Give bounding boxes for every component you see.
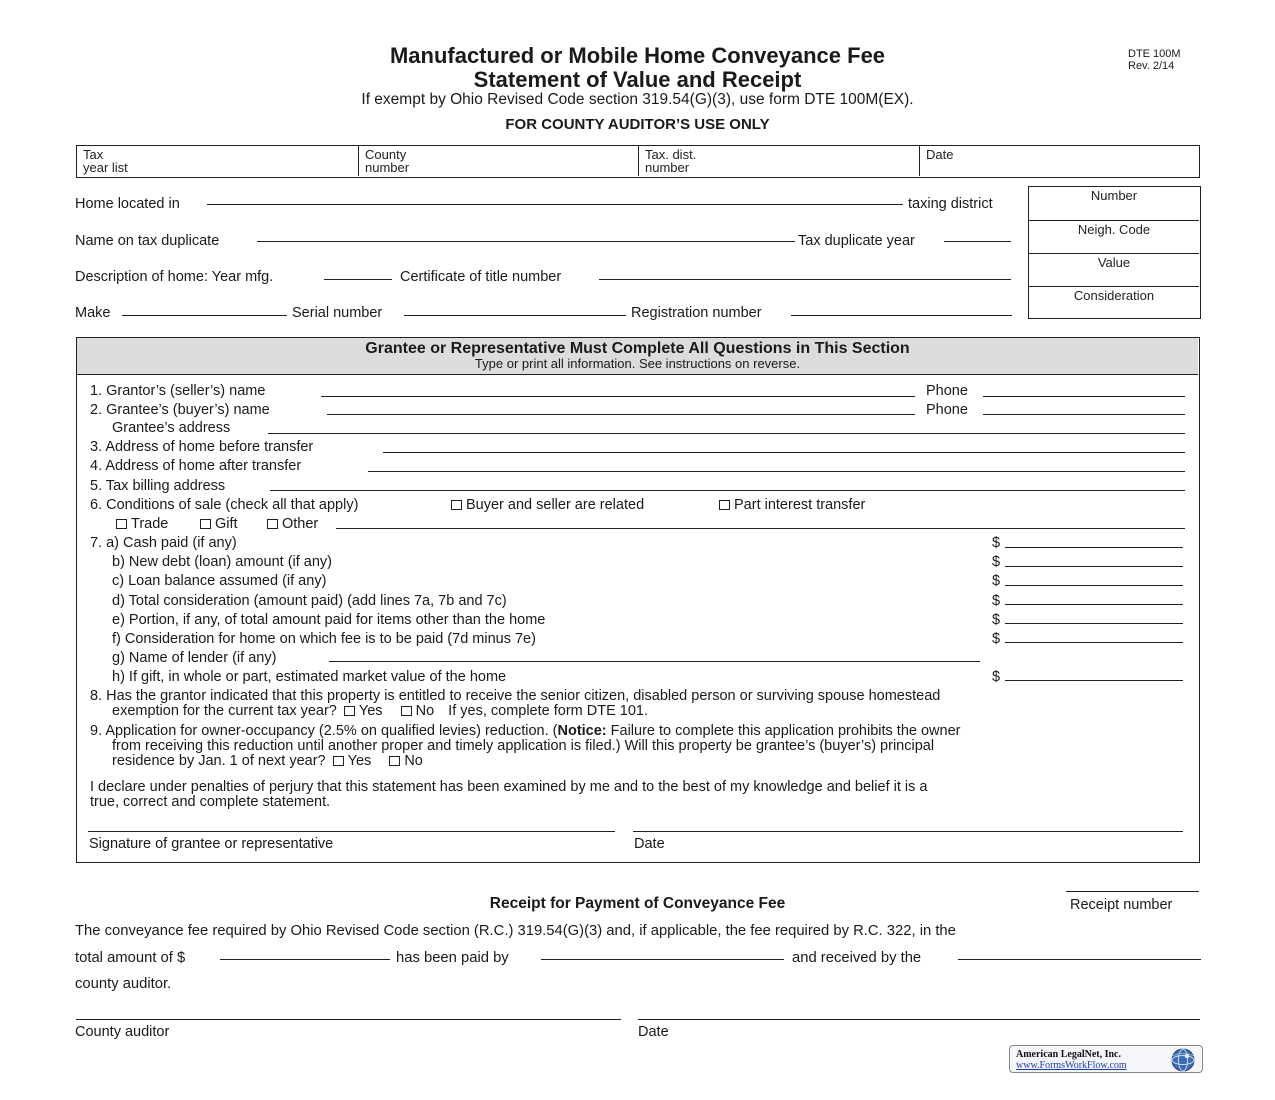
q6-other-checkbox[interactable] bbox=[267, 519, 278, 529]
q7a-label: 7. a) Cash paid (if any) bbox=[90, 535, 237, 551]
q6-trade-text: Trade bbox=[131, 516, 169, 532]
receipt-paid-by-field[interactable] bbox=[541, 959, 784, 960]
q8-no-checkbox[interactable] bbox=[401, 706, 412, 716]
q6-gift-text: Gift bbox=[215, 516, 238, 532]
signature-date-field[interactable] bbox=[633, 831, 1183, 832]
q7c-dollar: $ bbox=[992, 573, 1001, 589]
grantee-address-label: Grantee’s address bbox=[112, 420, 231, 436]
side-box-neigh-code[interactable] bbox=[1029, 221, 1199, 254]
auditor-cell-county-number[interactable] bbox=[359, 146, 639, 176]
receipt-date-label: Date bbox=[638, 1024, 669, 1040]
q7b-label: b) New debt (loan) amount (if any) bbox=[112, 554, 333, 570]
q9-line1 bbox=[90, 723, 960, 739]
q7g-label: g) Name of lender (if any) bbox=[112, 650, 277, 666]
receipt-received-by-label: and received by the bbox=[792, 950, 922, 966]
auditor-cell-label: number bbox=[645, 160, 690, 175]
receipt-heading: Receipt for Payment of Conveyance Fee bbox=[489, 895, 786, 912]
registration-label: Registration number bbox=[631, 305, 762, 321]
receipt-received-by-field[interactable] bbox=[958, 959, 1201, 960]
q7c-field[interactable] bbox=[1005, 585, 1183, 586]
q9-no-text: No bbox=[404, 753, 423, 769]
form-title-line1: Manufactured or Mobile Home Conveyance Fee bbox=[389, 43, 886, 68]
q7h-label: h) If gift, in whole or part, estimated market value of the home bbox=[112, 669, 507, 685]
q9-line3 bbox=[112, 753, 423, 769]
receipt-number-label: Receipt number bbox=[1070, 897, 1173, 913]
q8-no-text: No bbox=[415, 703, 435, 719]
side-box-label: Value bbox=[1097, 255, 1131, 270]
q6-part-checkbox[interactable] bbox=[719, 500, 730, 510]
q7f-field[interactable] bbox=[1005, 642, 1183, 643]
auditor-cell-tax-dist[interactable] bbox=[639, 146, 920, 176]
auditor-table bbox=[76, 145, 1200, 178]
auditor-cell-label: number bbox=[365, 160, 410, 175]
side-box bbox=[1028, 186, 1201, 319]
q1-phone-label: Phone bbox=[926, 383, 968, 399]
q8-line1: 8. Has the grantor indicated that this property is entitled to receive the senior citizen, disabled person or surviving spouse homestead bbox=[90, 688, 941, 704]
taxing-district-label: taxing district bbox=[908, 196, 993, 212]
auditor-cell-date[interactable] bbox=[920, 146, 1198, 176]
q9-notice: Notice: bbox=[557, 723, 607, 739]
q1-grantor-label: 1. Grantor’s (seller’s) name bbox=[90, 383, 266, 399]
q6-gift-option[interactable] bbox=[200, 516, 238, 532]
q3-label: 3. Address of home before transfer bbox=[90, 439, 314, 455]
receipt-total-field[interactable] bbox=[220, 959, 390, 960]
q9-line1-a: 9. Application for owner-occupancy (2.5% on qualified levies) reduction. ( bbox=[90, 723, 558, 739]
receipt-total-label: total amount of $ bbox=[75, 950, 186, 966]
q6-part-option[interactable] bbox=[719, 497, 865, 513]
county-auditor-label: County auditor bbox=[75, 1024, 170, 1040]
q8-tail: If yes, complete form DTE 101. bbox=[448, 703, 649, 719]
q7d-label: d) Total consideration (amount paid) (add lines 7a, 7b and 7c) bbox=[112, 593, 507, 609]
q8-question: exemption for the current tax year? bbox=[112, 703, 337, 719]
q9-line2: from receiving this reduction until another proper and timely application is filed.) Will this property be grantee’s (buyer’s) principal bbox=[112, 738, 935, 754]
q7f-dollar: $ bbox=[992, 631, 1001, 647]
q6-trade-option[interactable] bbox=[116, 516, 168, 532]
auditor-cell-tax-year[interactable] bbox=[77, 146, 359, 176]
name-tax-dup-field[interactable] bbox=[257, 241, 795, 242]
receipt-county-auditor-text: county auditor. bbox=[75, 976, 172, 992]
form-title-line2: Statement of Value and Receipt bbox=[473, 67, 802, 92]
q7c-label: c) Loan balance assumed (if any) bbox=[112, 573, 327, 589]
q6-label: 6. Conditions of sale (check all that apply) bbox=[90, 497, 359, 513]
declaration-line1: I declare under penalties of perjury that this statement has been examined by me and to the best of my knowledge and belief it is a bbox=[90, 779, 928, 795]
q7a-field[interactable] bbox=[1005, 547, 1183, 548]
q7e-label: e) Portion, if any, of total amount paid for items other than the home bbox=[112, 612, 546, 628]
q7a-dollar: $ bbox=[992, 535, 1001, 551]
home-located-label: Home located in bbox=[75, 196, 180, 212]
registration-field[interactable] bbox=[791, 315, 1012, 316]
q7h-field[interactable] bbox=[1005, 680, 1183, 681]
logo-company: American LegalNet, Inc. bbox=[1016, 1049, 1121, 1060]
q6-related-option[interactable] bbox=[451, 497, 644, 513]
side-box-value[interactable] bbox=[1029, 254, 1199, 287]
grantee-section-subheading: Type or print all information. See instructions on reverse. bbox=[474, 356, 801, 371]
q6-part-text: Part interest transfer bbox=[734, 497, 866, 513]
q7b-field[interactable] bbox=[1005, 566, 1183, 567]
q9-no-checkbox[interactable] bbox=[389, 756, 400, 766]
serial-label: Serial number bbox=[292, 305, 383, 321]
q8-yes-checkbox[interactable] bbox=[344, 706, 355, 716]
q7e-field[interactable] bbox=[1005, 623, 1183, 624]
q1-grantor-field[interactable] bbox=[321, 396, 915, 397]
side-box-label: Neigh. Code bbox=[1077, 222, 1151, 237]
auditor-cell-label: Tax. dist. bbox=[645, 147, 697, 162]
q9-yes-checkbox[interactable] bbox=[333, 756, 344, 766]
q2-grantee-label: 2. Grantee’s (buyer’s) name bbox=[90, 402, 270, 418]
signature-label: Signature of grantee or representative bbox=[89, 836, 334, 852]
q8-yes-text: Yes bbox=[358, 703, 383, 719]
grantee-section-header bbox=[77, 338, 1198, 375]
q8-line2 bbox=[112, 703, 648, 719]
auditor-use-heading: FOR COUNTY AUDITOR’S USE ONLY bbox=[505, 116, 770, 133]
q7b-dollar: $ bbox=[992, 554, 1001, 570]
auditor-cell-label: County bbox=[365, 147, 407, 162]
make-field[interactable] bbox=[122, 315, 287, 316]
q7e-dollar: $ bbox=[992, 612, 1001, 628]
cert-title-field[interactable] bbox=[599, 279, 1011, 280]
american-legalnet-logo[interactable] bbox=[1009, 1045, 1203, 1073]
q9-line1-b: Failure to complete this application prohibits the owner bbox=[606, 723, 961, 739]
logo-url[interactable]: www.FormsWorkFlow.com bbox=[1016, 1060, 1127, 1071]
county-auditor-field[interactable] bbox=[76, 1019, 621, 1020]
q9-question: residence by Jan. 1 of next year? bbox=[112, 753, 326, 769]
q7d-field[interactable] bbox=[1005, 604, 1183, 605]
q6-trade-checkbox[interactable] bbox=[116, 519, 127, 529]
q4-field[interactable] bbox=[368, 471, 1185, 472]
year-mfg-field[interactable] bbox=[324, 279, 392, 280]
q7d-dollar: $ bbox=[992, 593, 1001, 609]
receipt-number-field[interactable] bbox=[1066, 891, 1199, 892]
signature-date-label: Date bbox=[634, 836, 665, 852]
form-revision: Rev. 2/14 bbox=[1128, 60, 1175, 72]
q5-label: 5. Tax billing address bbox=[90, 478, 226, 494]
year-mfg-label: Description of home: Year mfg. bbox=[75, 269, 274, 285]
q7f-label: f) Consideration for home on which fee is to be paid (7d minus 7e) bbox=[112, 631, 536, 647]
grantee-section-heading: Grantee or Representative Must Complete All Questions in This Section bbox=[365, 340, 910, 357]
side-box-label: Consideration bbox=[1073, 288, 1155, 303]
declaration-line2: true, correct and complete statement. bbox=[90, 794, 331, 810]
side-box-label: Number bbox=[1090, 188, 1138, 203]
cert-title-label: Certificate of title number bbox=[400, 269, 562, 285]
tax-dup-year-label: Tax duplicate year bbox=[798, 233, 915, 249]
name-tax-dup-label: Name on tax duplicate bbox=[75, 233, 220, 249]
receipt-date-field[interactable] bbox=[638, 1019, 1200, 1020]
auditor-cell-label: year list bbox=[83, 160, 128, 175]
exempt-note: If exempt by Ohio Revised Code section 319.54(G)(3), use form DTE 100M(EX). bbox=[361, 91, 914, 108]
q3-field[interactable] bbox=[383, 452, 1185, 453]
q2-phone-label: Phone bbox=[926, 402, 968, 418]
side-box-consideration[interactable] bbox=[1029, 287, 1199, 317]
q6-gift-checkbox[interactable] bbox=[200, 519, 211, 529]
home-located-field[interactable] bbox=[207, 204, 903, 205]
q6-other-field[interactable] bbox=[336, 528, 1185, 529]
q6-other-option[interactable] bbox=[267, 516, 318, 532]
tax-dup-year-field[interactable] bbox=[944, 241, 1011, 242]
q1-phone-field[interactable] bbox=[983, 396, 1185, 397]
q2-phone-field[interactable] bbox=[983, 414, 1185, 415]
q6-other-text: Other bbox=[282, 516, 319, 532]
q6-related-checkbox[interactable] bbox=[451, 500, 462, 510]
auditor-cell-label: Tax bbox=[83, 147, 104, 162]
q6-related-text: Buyer and seller are related bbox=[466, 497, 645, 513]
serial-field[interactable] bbox=[404, 315, 626, 316]
auditor-cell-label: Date bbox=[926, 147, 954, 162]
side-box-number[interactable] bbox=[1029, 187, 1199, 221]
make-label: Make bbox=[75, 305, 111, 321]
signature-field[interactable] bbox=[88, 831, 615, 832]
q7g-field[interactable] bbox=[329, 661, 980, 662]
q4-label: 4. Address of home after transfer bbox=[90, 458, 302, 474]
q2-grantee-field[interactable] bbox=[327, 414, 915, 415]
grantee-address-field[interactable] bbox=[268, 433, 1185, 434]
q9-yes-text: Yes bbox=[347, 753, 372, 769]
q7h-dollar: $ bbox=[992, 669, 1001, 685]
globe-icon bbox=[1168, 1047, 1198, 1073]
receipt-paid-by-label: has been paid by bbox=[396, 950, 509, 966]
receipt-line1: The conveyance fee required by Ohio Revised Code section (R.C.) 319.54(G)(3) and, if applicable, the fee required by R.C. 322, in the bbox=[75, 923, 956, 939]
q5-field[interactable] bbox=[270, 490, 1185, 491]
form-id: DTE 100M bbox=[1128, 48, 1181, 60]
